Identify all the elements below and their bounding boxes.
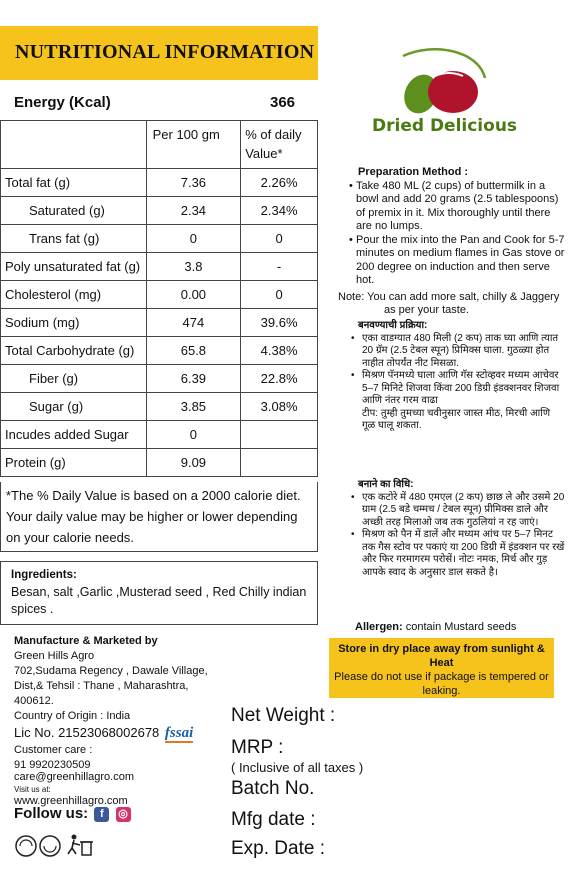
ingredients-box	[0, 561, 318, 625]
exp-date-label: Exp. Date :	[231, 838, 325, 859]
nutrient-dv: 22.8%	[241, 365, 318, 393]
nutrient-value: 3.8	[146, 253, 241, 281]
table-row	[1, 365, 318, 393]
list-item: • Take 480 ML (2 cups) of buttermilk in a bowl and add 20 grams (2.5 tablespoons) of premix in it. Mix thoroughly until there are no lumps.	[338, 180, 566, 234]
instagram-icon[interactable]: ◎	[116, 807, 131, 822]
recycle-icon	[14, 832, 104, 860]
country-of-origin: Country of Origin : India	[14, 710, 131, 722]
manufacturer-name: Green Hills Agro	[14, 650, 95, 662]
col-daily: % of daily Value*	[241, 121, 318, 169]
list-item: • मिश्रण को पैन में डालें और मध्यम आंच पर 5–7 मिनट तक गैस स्टोव पर पकाएं या 200 डिग्री में इंडक्शन पर रखें और फिर गरमागरम परोसें। नोटः नमक, मिर्च और गुड़ आपके स्वाद के अनुसार डाल सकते है।	[338, 529, 566, 579]
nutrient-name: Protein (g)	[1, 449, 147, 477]
nutrient-dv	[241, 421, 318, 449]
table-header-row	[1, 121, 318, 169]
nutrient-value: 9.09	[146, 449, 241, 477]
manufacturer-label: Manufacture & Marketed by	[14, 635, 158, 647]
storage-line1: Store in dry place away from sunlight & Heat	[338, 643, 545, 669]
allergen-label: Allergen:	[355, 621, 403, 633]
table-row	[1, 421, 318, 449]
batch-label: Batch No.	[231, 778, 315, 799]
nutrient-dv: 0	[241, 225, 318, 253]
license-number: Lic No. 21523068002678	[14, 725, 160, 740]
customer-care-phone: 91 9920230509	[14, 759, 91, 771]
fssai-logo: fssai	[164, 725, 194, 741]
daily-value-note: *The % Daily Value is based on a 2000 calorie diet. Your daily value may be higher or lower depending on your calorie needs.	[0, 482, 318, 552]
nutrient-name: Total fat (g)	[1, 169, 147, 197]
table-row	[1, 337, 318, 365]
visit-label: Visit us at:	[14, 785, 51, 794]
nutrient-dv: 0	[241, 281, 318, 309]
preparation-hindi	[338, 479, 566, 579]
fruit-logo-icon	[383, 48, 498, 118]
nutrient-value: 3.85	[146, 393, 241, 421]
nutrient-dv: 3.08%	[241, 393, 318, 421]
nutrient-dv: 2.34%	[241, 197, 318, 225]
nutrient-name: Fiber (g)	[1, 365, 147, 393]
energy-value: 366	[270, 94, 296, 111]
customer-care-email: care@greenhillagro.com	[14, 771, 135, 783]
table-row	[1, 169, 318, 197]
nutrient-value: 65.8	[146, 337, 241, 365]
disposal-icons	[14, 832, 104, 865]
nutrient-dv: 4.38%	[241, 337, 318, 365]
table-row	[1, 253, 318, 281]
preparation-english	[338, 166, 566, 318]
website: www.greenhillagro.com	[14, 795, 128, 807]
nutrition-title: NUTRITIONAL INFORMATION	[15, 41, 315, 63]
preparation-note-cont: as per your taste.	[384, 304, 469, 316]
storage-line2: Please do not use if package is tempered or leaking.	[334, 671, 549, 697]
nutrient-value: 2.34	[146, 197, 241, 225]
ingredients-label: Ingredients:	[11, 569, 77, 581]
preparation-note: Note: You can add more salt, chilly & Jaggery	[338, 290, 560, 303]
table-row	[1, 449, 318, 477]
preparation-marathi	[338, 320, 566, 433]
nutrient-value: 0	[146, 225, 241, 253]
nutrient-name: Total Carbohydrate (g)	[1, 337, 147, 365]
nutrient-dv: 2.26%	[241, 169, 318, 197]
facebook-icon[interactable]: f	[94, 807, 109, 822]
storage-box	[329, 638, 554, 698]
nutrient-name: Trans fat (g)	[1, 225, 147, 253]
list-item: • एका वाडग्यात 480 मिली (2 कप) ताक घ्या आणि त्यात 20 ग्रॅम (2.5 टेबल स्पून) प्रिमिक्स घाला. गुठळ्या होत नाहीत तोपर्यंत नीट मिसळा.	[338, 333, 566, 371]
nutrient-name: Saturated (g)	[1, 197, 147, 225]
list-item: • एक कटोरे में 480 एमएल (2 कप) छाछ ले और उसमे 20 ग्राम (2.5 बडे चम्मच / टेबल स्पून) प्रीमिक्स डाले और अच्छी तरह मिलाओ जब तक गुठलियां न रह जाएं।	[338, 492, 566, 530]
nutrient-name: Sugar (g)	[1, 393, 147, 421]
table-row	[1, 225, 318, 253]
nutrient-value: 0.00	[146, 281, 241, 309]
nutrient-dv	[241, 449, 318, 477]
table-row	[1, 281, 318, 309]
nutrient-name: Incudes added Sugar	[1, 421, 147, 449]
nutrient-dv: 39.6%	[241, 309, 318, 337]
nutrition-header	[0, 26, 318, 80]
list-item: • मिश्रण पॅनमध्ये घाला आणि गॅस स्टोव्हवर मध्यम आचेवर 5–7 मिनिटे शिजवा किंवा 200 डिग्री इंडक्शनवर शिजवा आणि नंतर गरम वाढा	[338, 370, 566, 408]
nutrient-value: 474	[146, 309, 241, 337]
list-item: • Pour the mix into the Pan and Cook for 5-7 minutes on medium flames in Gas stove or 200 degree on induction and then serve hot.	[338, 234, 566, 288]
marathi-title: बनवण्याची प्रक्रिया:	[358, 320, 428, 331]
hindi-title: बनाने का विधि:	[358, 479, 414, 490]
nutrient-name: Cholesterol (mg)	[1, 281, 147, 309]
table-header-empty	[1, 121, 147, 169]
allergen-line	[355, 621, 516, 633]
nutrient-dv: -	[241, 253, 318, 281]
nutrient-name: Poly unsaturated fat (g)	[1, 253, 147, 281]
preparation-title: Preparation Method :	[358, 166, 469, 178]
customer-care-label: Customer care :	[14, 744, 93, 756]
allergen-text: contain Mustard seeds	[405, 621, 517, 633]
col-per100: Per 100 gm	[146, 121, 241, 169]
nutrient-value: 7.36	[146, 169, 241, 197]
follow-us	[14, 805, 131, 822]
nutrient-value: 0	[146, 421, 241, 449]
mfg-date-label: Mfg date :	[231, 809, 316, 830]
mrp-note: ( Inclusive of all taxes )	[231, 760, 364, 775]
energy-label: Energy (Kcal)	[14, 94, 111, 111]
net-weight-label: Net Weight :	[231, 705, 336, 726]
mrp-label: MRP :	[231, 737, 284, 758]
table-row	[1, 309, 318, 337]
table-row	[1, 393, 318, 421]
follow-label: Follow us:	[14, 805, 89, 822]
nutrient-value: 6.39	[146, 365, 241, 393]
ingredients-text: Besan, salt ,Garlic ,Musterad seed , Red Chilly indian spices .	[11, 585, 307, 616]
marathi-tip: टीप: तुम्ही तुमच्या चवीनुसार जास्त मीठ, मिरची आणि गूळ घालू शकता.	[362, 407, 551, 431]
nutrient-name: Sodium (mg)	[1, 309, 147, 337]
manufacturer-address2: Dist,& Tehsil : Thane , Maharashtra,	[14, 680, 189, 692]
manufacturer-pin: 400612.	[14, 695, 54, 707]
nutrition-table	[0, 120, 318, 477]
brand-name: Dried Delicious	[372, 116, 518, 136]
manufacturer-address1: 702,Sudama Regency , Dawale Village,	[14, 665, 208, 677]
table-row	[1, 197, 318, 225]
